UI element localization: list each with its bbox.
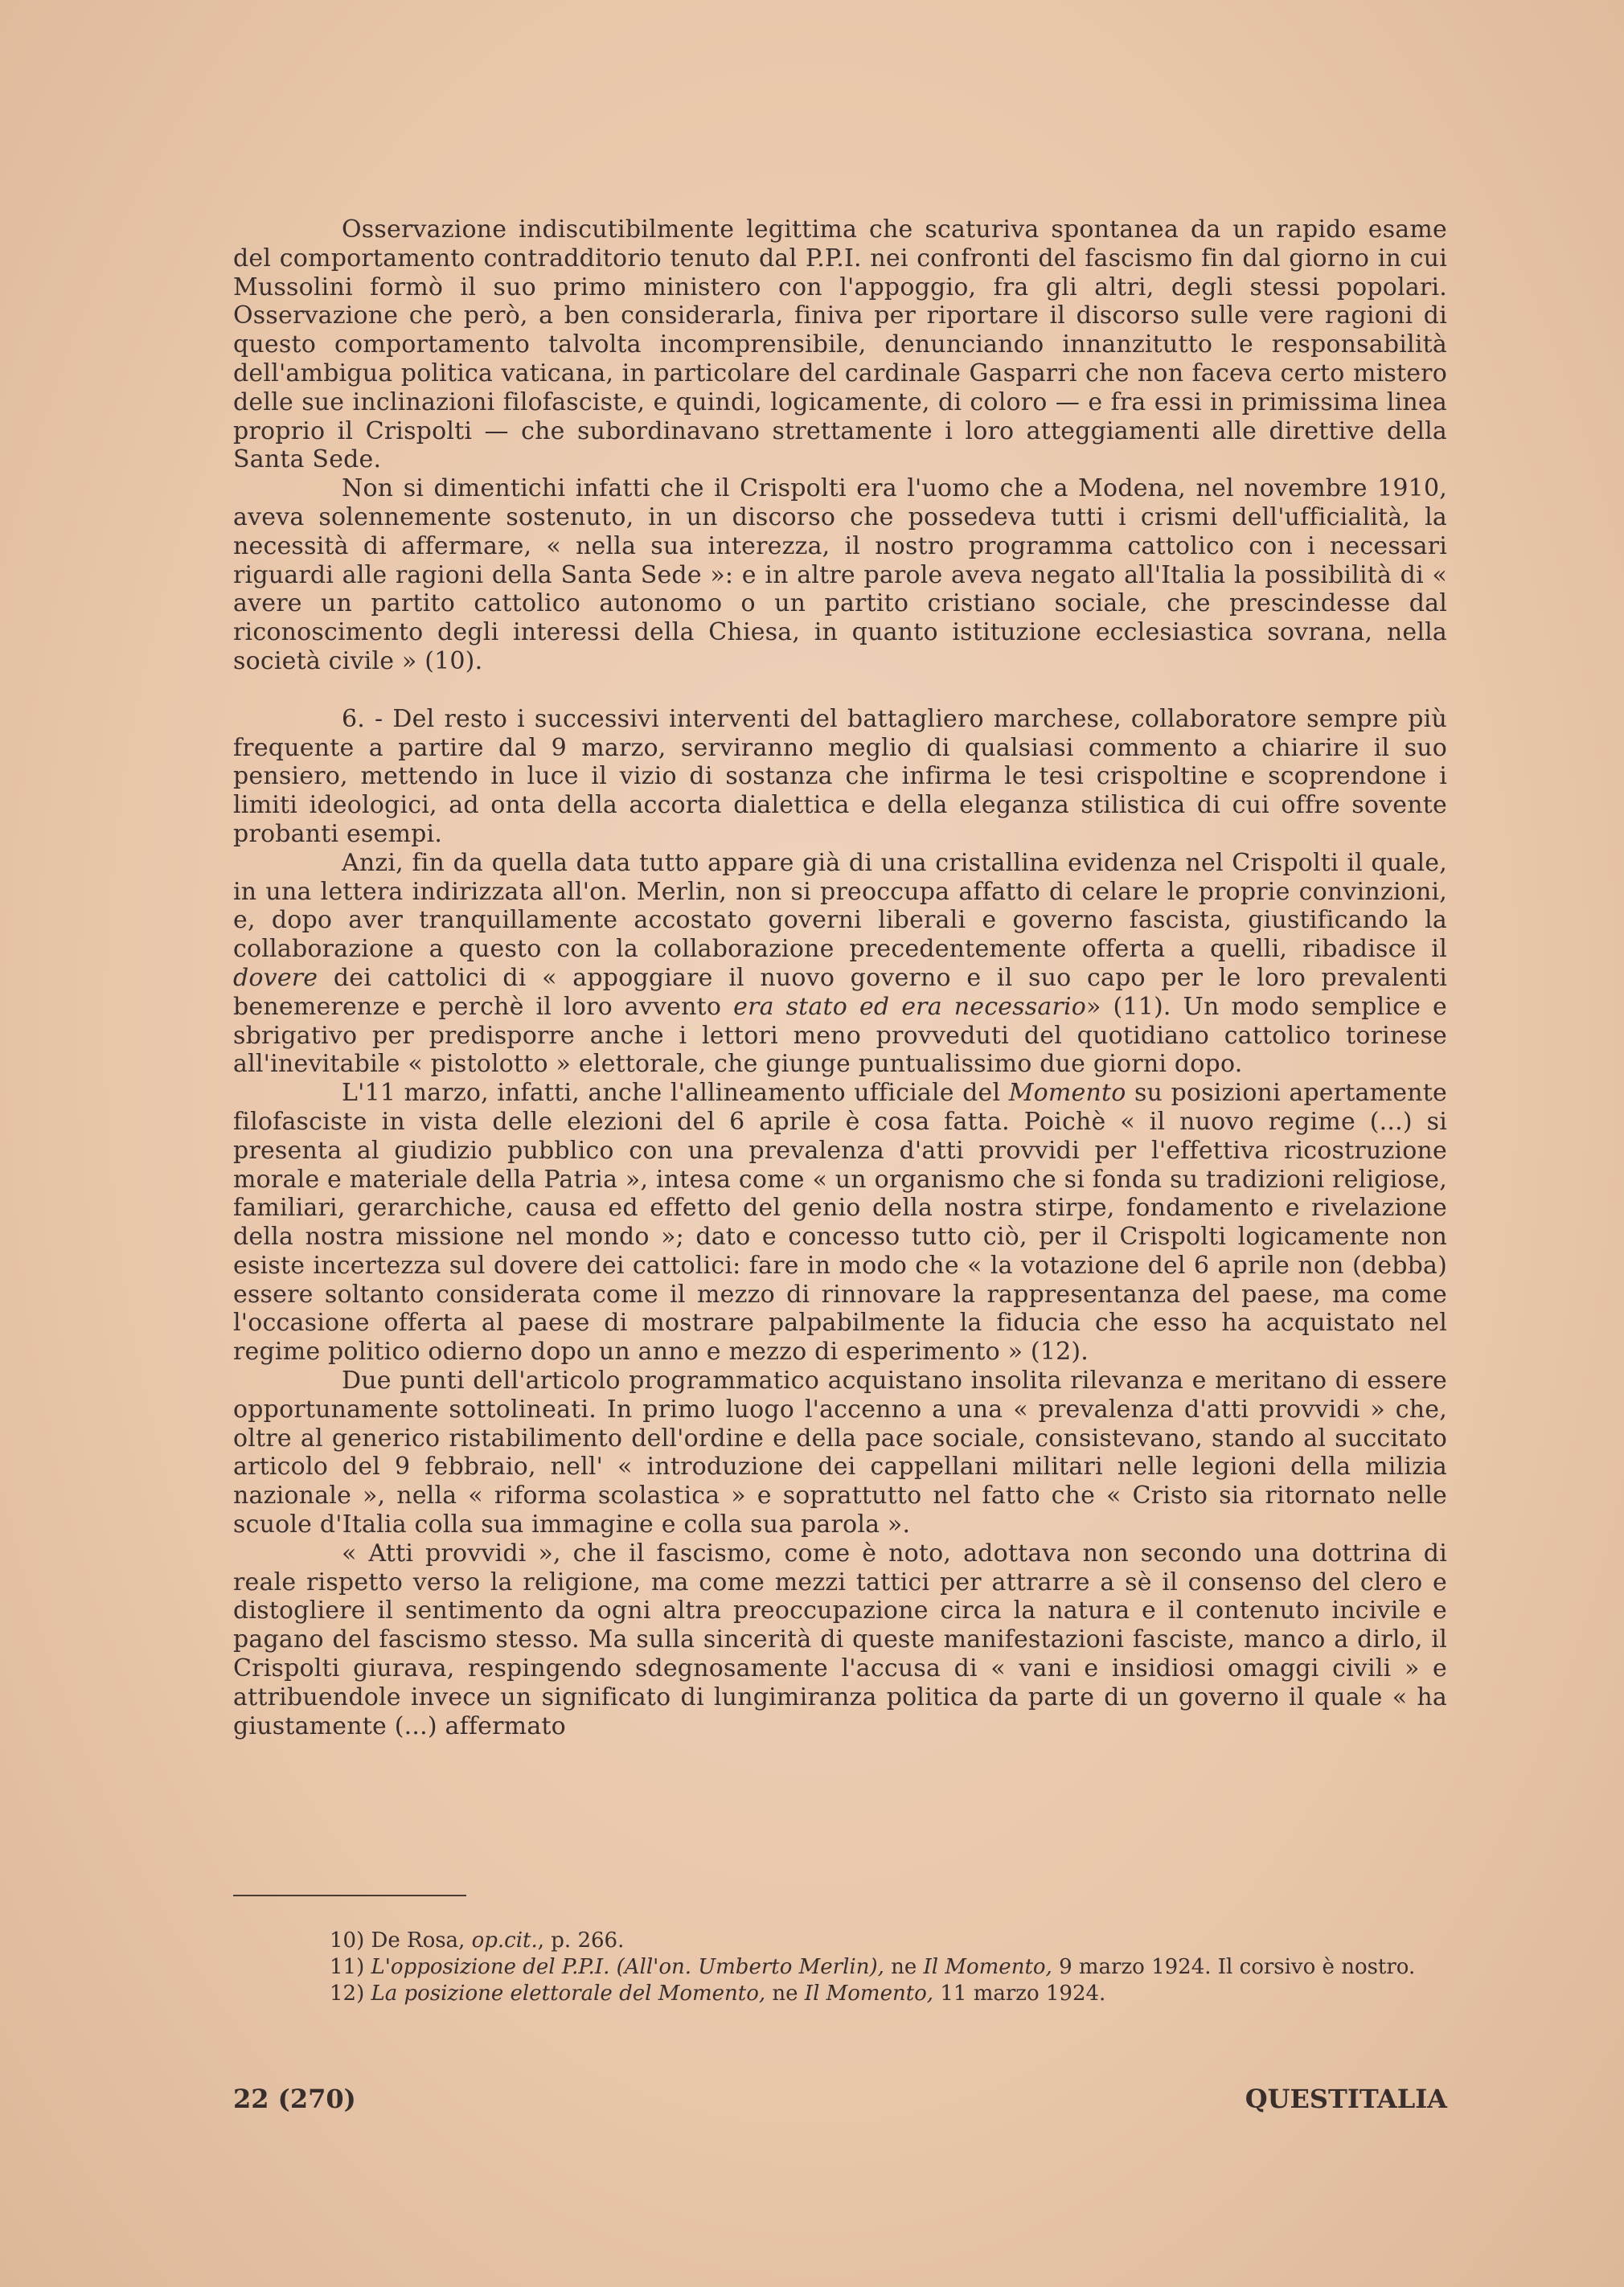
footnote-divider [233, 1895, 466, 1896]
paragraph-5: L'11 marzo, infatti, anche l'allineamento ufficiale del Momento su posizioni apertamente filofasciste in vista delle elezioni del 6 aprile è cosa fatta. Poichè « il nuovo regime (...) si presenta al giudizio pubblico con una prevalenza d'atti provvidi per l'effettiva ricostruzione morale e materiale della Patria », intesa come « un organismo che si fonda su tradizioni religiose, familiari, gerarchiche, causa ed effetto del genio della nostra stirpe, fondamento e rivelazione della nostra missione nel mondo »; dato e concesso tutto ciò, per il Crispolti logicamente non esiste incertezza sul dovere dei cattolici: fare in modo che « la votazione del 6 aprile non (debba) essere soltanto considerata come il mezzo di rinnovare la rappresentanza del paese, ma come l'occasione offerta al paese di mostrare palpabilmente la fiducia che esso ha acquistato nel regime politico odierno dopo un anno e mezzo di esperimento » (12). [233, 1079, 1447, 1367]
page-footer [233, 2084, 1447, 2114]
footnote-12: 12) La posizione elettorale del Momento, ne Il Momento, 11 marzo 1924. [330, 1982, 1106, 2006]
paragraph-section-6: 6. - Del resto i successivi interventi del battagliero marchese, collaboratore sempre più frequente a partire dal 9 marzo, serviranno meglio di qualsiasi commento a chiarire il suo pensiero, mettendo in luce il vizio di sostanza che infirma le tesi crispoltine e scoprendone i limiti ideologici, ad onta della accorta dialettica e della eleganza stilistica di cui offre sovente probanti esempi. [233, 704, 1447, 848]
journal-name: QUESTITALIA [1245, 2084, 1447, 2114]
footnote-10: 10) De Rosa, op.cit., p. 266. [330, 1928, 625, 1953]
article-body [233, 215, 1447, 1740]
paragraph-1: Osservazione indiscutibilmente legittima che scaturiva spontanea da un rapido esame del comportamento contradditorio tenuto dal P.P.I. nei confronti del fascismo fin dal giorno in cui Mussolini formò il suo primo ministero con l'appoggio, fra gli altri, degli stessi popolari. Osservazione che però, a ben considerarla, finiva per riportare il discorso sulle vere ragioni di questo comportamento talvolta incomprensibile, denunciando innanzitutto le responsabilità dell'ambigua politica vaticana, in particolare del cardinale Gasparri che non faceva certo mistero delle sue inclinazioni filofasciste, e quindi, logicamente, di coloro — e fra essi in primissima linea proprio il Crispolti — che subordinavano strettamente i loro atteggiamenti alle direttive della Santa Sede. [233, 215, 1447, 474]
paragraph-7: « Atti provvidi », che il fascismo, come è noto, adottava non secondo una dottrina di reale rispetto verso la religione, ma come mezzi tattici per attrarre a sè il consenso del clero e distogliere il sentimento da ogni altra preoccupazione circa la natura e il contenuto incivile e pagano del fascismo stesso. Ma sulla sincerità di queste manifestazioni fasciste, manco a dirlo, il Crispolti giurava, respingendo sdegnosamente l'accusa di « vani e insidiosi omaggi civili » e attribuendole invece un significato di lungimiranza politica da parte di un governo il quale « ha giustamente (...) affermato [233, 1539, 1447, 1740]
paragraph-6: Due punti dell'articolo programmatico acquistano insolita rilevanza e meritano di essere opportunamente sottolineati. In primo luogo l'accenno a una « prevalenza d'atti provvidi » che, oltre al generico ristabilimento dell'ordine e della pace sociale, consistevano, stando al succitato articolo del 9 febbraio, nell' « introduzione dei cappellani militari nelle legioni della milizia nazionale », nella « riforma scolastica » e soprattutto nel fatto che « Cristo sia ritornato nelle scuole d'Italia colla sua immagine e colla sua parola ». [233, 1367, 1447, 1539]
paragraph-2: Non si dimentichi infatti che il Crispolti era l'uomo che a Modena, nel novembre 1910, aveva solennemente sostenuto, in un discorso che possedeva tutti i crismi dell'ufficialità, la necessità di affermare, « nella sua interezza, il nostro programma cattolico con i necessari riguardi alle ragioni della Santa Sede »: e in altre parole aveva negato all'Italia la possibilità di « avere un partito cattolico autonomo o un partito cristiano sociale, che prescindesse dal riconoscimento degli interessi della Chiesa, in quanto istituzione ecclesiastica sovrana, nella società civile » (10). [233, 474, 1447, 675]
paragraph-4: Anzi, fin da quella data tutto appare già di una cristallina evidenza nel Crispolti il quale, in una lettera indirizzata all'on. Merlin, non si preoccupa affatto di celare le proprie convinzioni, e, dopo aver tranquillamente accostato governi liberali e governo fascista, giustificando la collaborazione a questo con la collaborazione precedentemente offerta a quelli, ribadisce il dovere dei cattolici di « appoggiare il nuovo governo e il suo capo per le loro prevalenti benemerenze e perchè il loro avvento era stato ed era necessario» (11). Un modo semplice e sbrigativo per predisporre anche i lettori meno provveduti del quotidiano cattolico torinese all'inevitabile « pistolotto » elettorale, che giunge puntualissimo due giorni dopo. [233, 848, 1447, 1079]
page-number: 22 (270) [233, 2084, 356, 2114]
footnotes [233, 1928, 1447, 2007]
footnote-11: 11) L'opposizione del P.P.I. (All'on. Umberto Merlin), ne Il Momento, 9 marzo 1924. Il corsivo è nostro. [330, 1955, 1416, 1979]
